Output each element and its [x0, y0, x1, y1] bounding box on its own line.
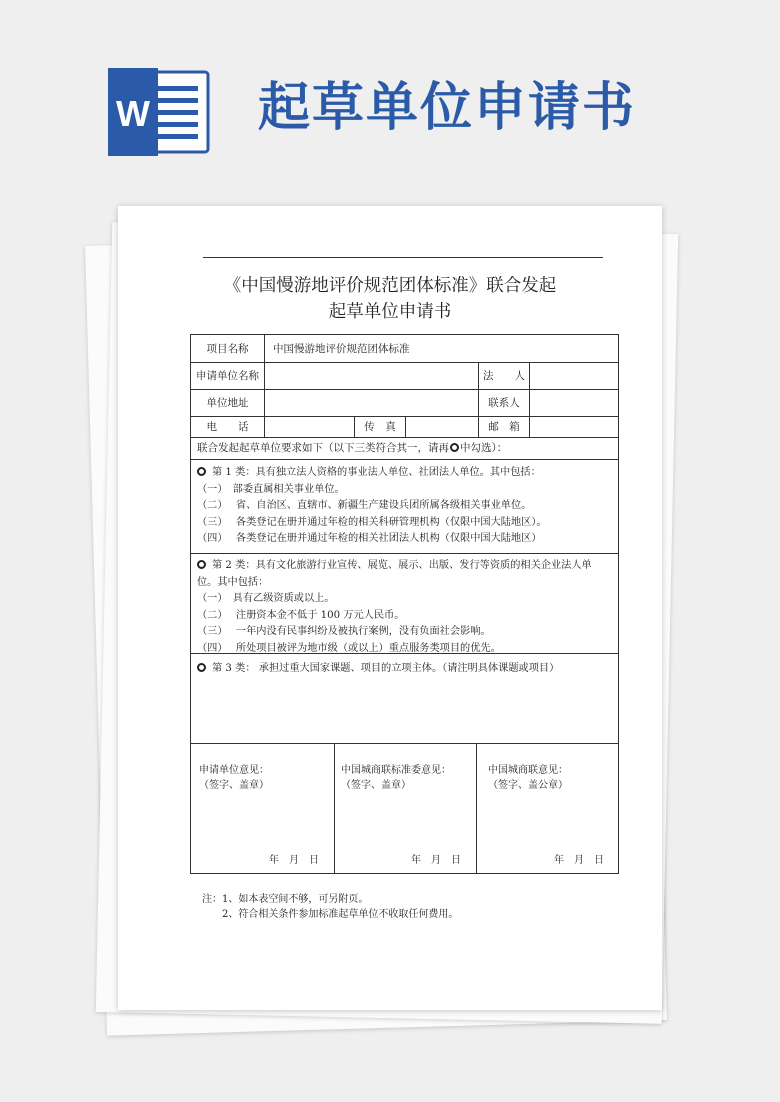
requirements-intro-text: 联合发起起草单位要求如下（以下三类符合其一，请再: [197, 442, 449, 454]
category-2-item: （三） 一年内没有民事纠纷及被执行案例，没有负面社会影响。: [197, 626, 491, 637]
word-document-icon: [108, 68, 210, 156]
svg-text:W: W: [116, 93, 150, 134]
email-field[interactable]: [530, 417, 617, 436]
category-3-checkbox-icon[interactable]: [197, 663, 206, 672]
applicant-opinion-title: 申请单位意见：: [199, 765, 269, 776]
applicant-name-label: 申请单位名称: [196, 370, 259, 382]
category-1-item: （二） 省、自治区、直辖市、新疆生产建设兵团所属各级相关事业单位。: [197, 500, 532, 511]
document-title-line1: 《中国慢游地评价规范团体标准》联合发起: [223, 276, 557, 296]
address-label: 单位地址: [206, 397, 249, 409]
legal-person-label: 法 人: [483, 370, 525, 382]
project-name-label: 项目名称: [206, 343, 249, 355]
fax-label: 传 真: [364, 421, 396, 433]
row-divider: [191, 437, 618, 438]
applicant-opinion-sign: （签字、盖章）: [199, 780, 269, 791]
requirements-intro: [197, 441, 507, 455]
contact-field[interactable]: [530, 390, 617, 415]
phone-field[interactable]: [265, 417, 353, 436]
header-rule: [203, 257, 603, 258]
applicant-opinion-date: 年 月 日: [269, 855, 319, 866]
category-1-item: （三） 各类登记在册并通过年检的相关科研管理机构（仅限中国大陆地区）。: [197, 516, 547, 528]
category-1-item: （四） 各类登记在册并通过年检的相关社团法人机构（仅限中国大陆地区）: [197, 533, 542, 544]
document-title-line2: 起草单位申请书: [328, 302, 452, 322]
category-1-checkbox-icon[interactable]: [197, 467, 206, 476]
email-label: 邮 箱: [488, 421, 520, 433]
category-2-checkbox-icon[interactable]: [197, 560, 206, 569]
notes: [202, 892, 458, 922]
category-2-title: 第 2 类：具有文化旅游行业宣传、展览、展示、出版、发行等资质的相关企业法人单位。其中包括：: [197, 560, 592, 588]
phone-label: 电 话: [206, 421, 249, 433]
federation-opinion: [488, 763, 568, 793]
fax-field[interactable]: [406, 417, 477, 436]
category-2-item: （四） 所处项目被评为地市级（或以上）重点服务类项目的优先。: [197, 642, 501, 654]
standards-committee-opinion-title: 中国城商联标准委意见：: [341, 765, 451, 776]
standards-committee-opinion-sign: （签字、盖章）: [341, 780, 411, 791]
row-divider: [191, 743, 618, 744]
applicant-name-field[interactable]: [265, 363, 477, 388]
federation-opinion-title: 中国城商联意见：: [488, 765, 568, 776]
category-3-section: [197, 661, 612, 678]
header: [0, 0, 780, 190]
contact-label: 联系人: [488, 397, 520, 409]
legal-person-field[interactable]: [530, 363, 617, 388]
row-divider: [191, 459, 618, 460]
federation-opinion-sign: （签字、盖公章）: [488, 780, 568, 791]
category-1-section: [197, 465, 612, 548]
applicant-opinion: [199, 763, 269, 793]
col-divider: [476, 743, 477, 873]
document-page: [118, 206, 662, 1010]
row-divider: [191, 553, 618, 554]
standards-committee-opinion-date: 年 月 日: [411, 855, 461, 866]
category-3-title: 第 3 类： 承担过重大国家课题、项目的立项主体。（请注明具体课题或项目）: [212, 663, 560, 674]
page-title: 起草单位申请书: [258, 77, 637, 138]
standards-committee-opinion: [341, 763, 451, 793]
note-item: 注：1、如本表空间不够，可另附页。: [202, 894, 369, 905]
application-form: [190, 334, 619, 874]
address-field[interactable]: [265, 390, 477, 415]
project-name-value[interactable]: 中国慢游地评价规范团体标准: [273, 343, 410, 355]
category-2-section: [197, 558, 612, 657]
federation-opinion-date: 年 月 日: [554, 855, 604, 866]
category-2-item: （二） 注册资本金不低于 100 万元人民币。: [197, 609, 405, 621]
category-2-item: （一） 具有乙级资质或以上。: [197, 593, 335, 604]
requirements-intro-end: 中勾选）：: [460, 442, 508, 454]
radio-dot-icon: [450, 443, 459, 452]
category-1-title: 第 1 类：具有独立法人资格的事业法人单位、社团法人单位。其中包括：: [212, 467, 541, 478]
note-item: 2、符合相关条件参加标准起草单位不收取任何费用。: [222, 909, 459, 920]
col-divider: [334, 743, 335, 873]
category-1-item: （一） 部委直属相关事业单位。: [197, 483, 345, 495]
